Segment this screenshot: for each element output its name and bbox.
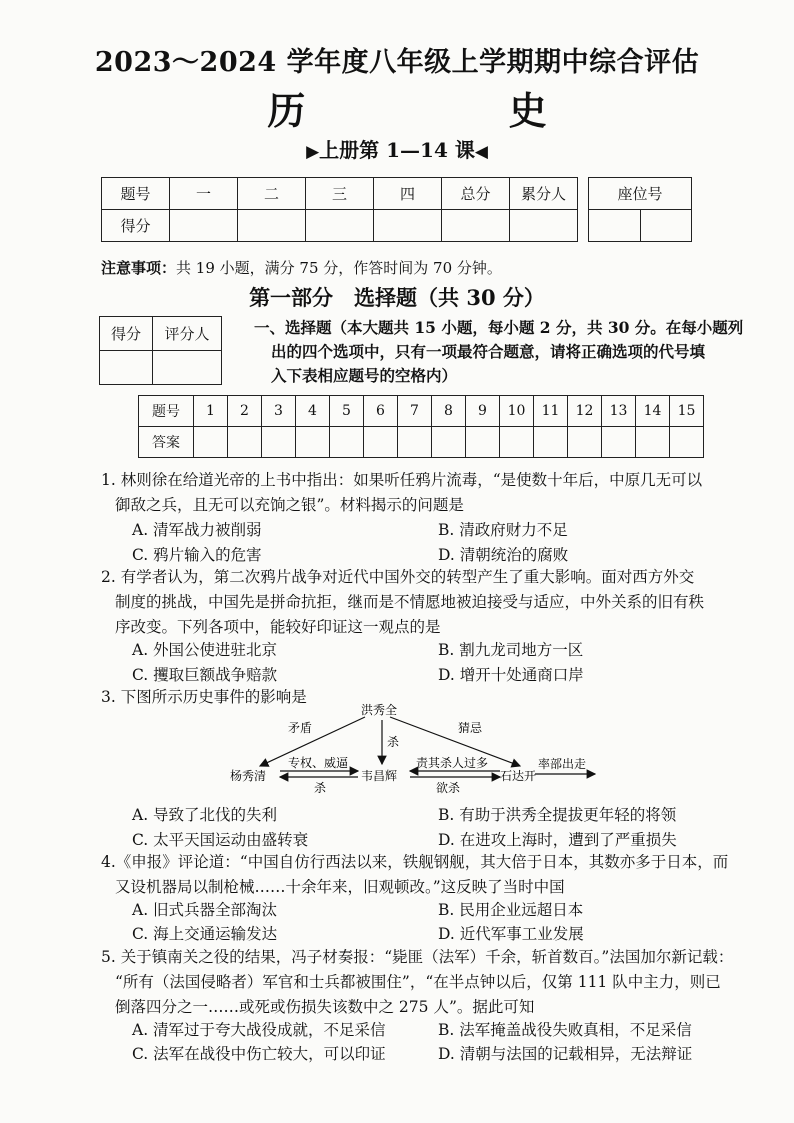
notice-label: 注意事项： [101, 259, 177, 277]
answer-num: 9 [466, 396, 500, 427]
score-cell[interactable] [306, 210, 374, 242]
grader-name-cell[interactable] [153, 351, 222, 385]
answer-head: 题号 [139, 396, 194, 427]
question-2-stem: 2. 有学者认为，第二次鸦片战争对近代中国外交的转型产生了重大影响。面对西方外交 [101, 568, 695, 586]
answer-cell[interactable] [602, 427, 636, 458]
score-cell[interactable] [238, 210, 306, 242]
node-yang: 杨秀清 [230, 769, 267, 783]
seat-table [588, 177, 692, 242]
label-zhuanquan: 专权、威逼 [288, 756, 349, 770]
answer-num: 1 [194, 396, 228, 427]
score-col-4: 四 [374, 178, 442, 210]
label-caiji: 猜忌 [458, 721, 483, 735]
label-shuaibu: 率部出走 [538, 757, 587, 771]
answer-cell[interactable] [262, 427, 296, 458]
answer-num: 6 [364, 396, 398, 427]
answer-cell[interactable] [364, 427, 398, 458]
q3-option-c[interactable]: C. 太平天国运动由盛转衰 [132, 831, 309, 849]
label-sha-vertical: 杀 [387, 735, 400, 749]
q2-option-b[interactable]: B. 割九龙司地方一区 [438, 641, 584, 659]
q1-option-b[interactable]: B. 清政府财力不足 [438, 521, 568, 539]
answer-num: 3 [262, 396, 296, 427]
notice-text: 共 19 小题，满分 75 分，作答时间为 70 分钟。 [176, 259, 502, 277]
answer-num: 10 [500, 396, 534, 427]
question-1-stem: 御敌之兵，且无可以充饷之银”。材料揭示的问题是 [115, 496, 464, 514]
section1-line: 一、选择题（本大题共 15 小题，每小题 2 分，共 30 分。在每小题列 [254, 318, 744, 337]
question-2-stem: 制度的挑战，中国先是拼命抗拒，继而是不情愿地被迫接受与适应，中外关系的旧有秩 [115, 593, 705, 611]
label-yusha: 欲杀 [436, 781, 461, 795]
q1-option-c[interactable]: C. 鸦片输入的危害 [132, 546, 262, 564]
q2-option-c[interactable]: C. 攫取巨额战争赔款 [132, 666, 278, 684]
q3-option-b[interactable]: B. 有助于洪秀全提拔更年轻的将领 [438, 806, 677, 824]
answer-num: 15 [670, 396, 704, 427]
seat-cell[interactable] [589, 210, 641, 242]
question-3-stem: 3. 下图所示历史事件的影响是 [101, 688, 307, 706]
score-col-2: 二 [238, 178, 306, 210]
answer-cell[interactable] [432, 427, 466, 458]
seat-label: 座位号 [589, 178, 692, 210]
answer-label: 答案 [139, 427, 194, 458]
answer-table [138, 395, 704, 458]
answer-cell[interactable] [194, 427, 228, 458]
exam-title: 2023～2024 学年度八年级上学期期中综合评估 [94, 47, 700, 78]
q1-option-a[interactable]: A. 清军战力被削弱 [132, 521, 262, 539]
answer-cell[interactable] [466, 427, 500, 458]
label-sha-horizontal: 杀 [314, 781, 327, 795]
question-5-stem: 5. 关于镇南关之役的结果，冯子材奏报：“毙匪（法军）千余，斩首数百。”法国加尔新记载： [101, 948, 734, 966]
triangle-right-icon: ▶ [306, 142, 320, 162]
answer-cell[interactable] [296, 427, 330, 458]
label-zeqi: 责其杀人过多 [416, 756, 489, 770]
score-cell[interactable] [374, 210, 442, 242]
question-5 [101, 945, 741, 1020]
score-table [101, 177, 578, 242]
answer-num: 4 [296, 396, 330, 427]
grader-score-cell[interactable] [100, 351, 153, 385]
q3-option-d[interactable]: D. 在进攻上海时，遭到了严重损失 [438, 831, 677, 849]
answer-cell[interactable] [398, 427, 432, 458]
part1-title: 第一部分 选择题（共 30 分） [249, 285, 545, 310]
q2-option-a[interactable]: A. 外国公使进驻北京 [132, 641, 278, 659]
q4-option-b[interactable]: B. 民用企业远超日本 [438, 901, 584, 919]
answer-cell[interactable] [534, 427, 568, 458]
node-shi: 石达开 [500, 769, 537, 783]
answer-cell[interactable] [568, 427, 602, 458]
question-5-stem: “所有（法国侵略者）军官和士兵都被围住”，“在半点钟以后，仅第 111 队中主力，则已 [115, 973, 721, 991]
question-5-stem: 倒落四分之一……或死或伤损失该数中之 275 人”。据此可知 [115, 998, 535, 1016]
answer-num: 13 [602, 396, 636, 427]
answer-cell[interactable] [228, 427, 262, 458]
grader-table [99, 316, 222, 385]
score-col-total: 总分 [442, 178, 510, 210]
answer-num: 12 [568, 396, 602, 427]
answer-num: 11 [534, 396, 568, 427]
score-row-label: 得分 [102, 210, 170, 242]
lesson-range-text: 上册第 1—14 课 [319, 138, 475, 162]
answer-num: 14 [636, 396, 670, 427]
question-1 [101, 468, 741, 518]
section1-line: 出的四个选项中，只有一项最符合题意，请将正确选项的代号填 [271, 342, 706, 361]
node-hong: 洪秀全 [361, 703, 398, 717]
question-4-stem: 4.《申报》评论道：“中国自仿行西法以来，铁舰钢舰，其大倍于日本，其数亦多于日本，而 [101, 853, 729, 871]
score-cell[interactable] [442, 210, 510, 242]
subject-title: 历 史 [267, 88, 607, 133]
score-cell[interactable] [510, 210, 578, 242]
q3-option-a[interactable]: A. 导致了北伐的失利 [132, 806, 278, 824]
q2-option-d[interactable]: D. 增开十处通商口岸 [438, 666, 584, 684]
grader-score-label: 得分 [100, 317, 153, 351]
q5-option-d[interactable]: D. 清朝与法国的记载相异，无法辩证 [438, 1045, 693, 1063]
notice [101, 257, 502, 278]
score-col-tally: 累分人 [510, 178, 578, 210]
score-col-label: 题号 [102, 178, 170, 210]
label-maodun: 矛盾 [288, 721, 313, 735]
score-cell[interactable] [170, 210, 238, 242]
score-col-3: 三 [306, 178, 374, 210]
question-1-stem: 1. 林则徐在给道光帝的上书中指出：如果听任鸦片流毒，“是使数十年后，中原几无可以 [101, 471, 703, 489]
q4-option-d[interactable]: D. 近代军事工业发展 [438, 925, 584, 943]
score-col-1: 一 [170, 178, 238, 210]
answer-num: 8 [432, 396, 466, 427]
q4-option-a[interactable]: A. 旧式兵器全部淘汰 [132, 901, 278, 919]
question-4-stem: 又设机器局以制枪械……十余年来，旧观顿改。”这反映了当时中国 [115, 878, 565, 896]
answer-num: 2 [228, 396, 262, 427]
q4-option-c[interactable]: C. 海上交通运输发达 [132, 925, 278, 943]
node-wei: 韦昌辉 [361, 769, 398, 783]
question-2 [101, 565, 741, 640]
answer-cell[interactable] [670, 427, 704, 458]
q5-option-a[interactable]: A. 清军过于夸大战役成就，不足采信 [132, 1021, 386, 1039]
answer-num: 7 [398, 396, 432, 427]
taiping-diagram [230, 700, 610, 800]
lesson-range [0, 134, 794, 163]
answer-cell[interactable] [636, 427, 670, 458]
section1-line: 入下表相应题号的空格内） [271, 366, 458, 385]
triangle-left-icon: ◀ [474, 142, 488, 162]
question-2-stem: 序改变。下列各项中，能较好印证这一观点的是 [115, 618, 441, 636]
question-4 [101, 850, 741, 900]
section1-instructions [254, 316, 754, 388]
answer-cell[interactable] [500, 427, 534, 458]
seat-cell[interactable] [640, 210, 692, 242]
q1-option-d[interactable]: D. 清朝统治的腐败 [438, 546, 569, 564]
answer-num: 5 [330, 396, 364, 427]
q5-option-c[interactable]: C. 法军在战役中伤亡较大，可以印证 [132, 1045, 386, 1063]
q5-option-b[interactable]: B. 法军掩盖战役失败真相，不足采信 [438, 1021, 692, 1039]
grader-name-label: 评分人 [153, 317, 222, 351]
answer-cell[interactable] [330, 427, 364, 458]
